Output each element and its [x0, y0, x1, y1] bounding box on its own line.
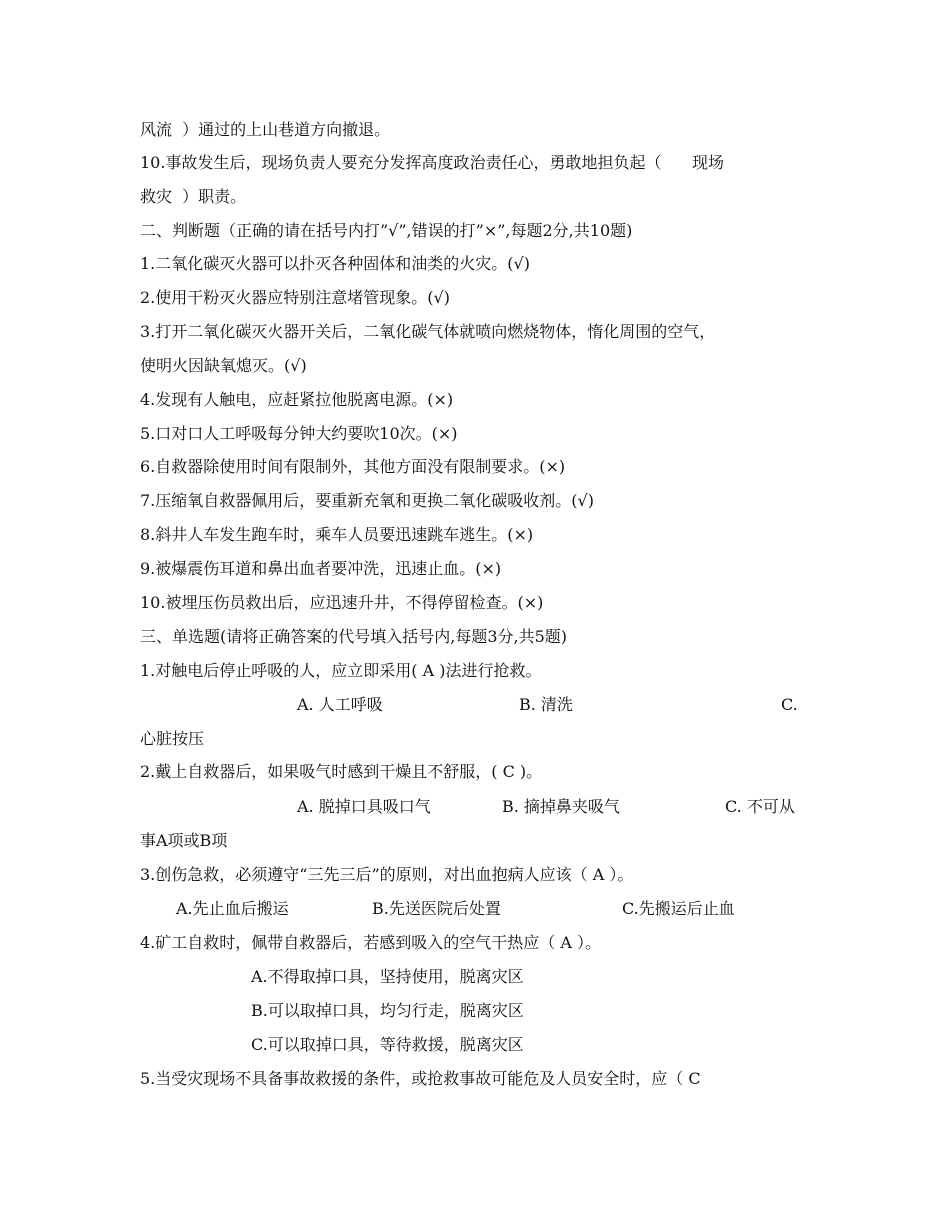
question-line: 10.被埋压伤员救出后，应迅速升井，不得停留检查。(×): [140, 593, 544, 612]
text-line: 10.事故发生后，现场负责人要充分发挥高度政治责任心，勇敢地担负起（ 现场: [140, 153, 724, 172]
question-line: 2.戴上自救器后，如果吸气时感到干燥且不舒服，( C )。: [140, 762, 543, 781]
question-line: 5.口对口人工呼吸每分钟大约要吹10次。(×): [140, 424, 458, 443]
question-line: 4.矿工自救时，佩带自救器后，若感到吸入的空气干热应（ A ）。: [140, 933, 601, 952]
question-line: 3.创伤急救，必须遵守“三先三后”的原则，对出血抱病人应该（ A ）。: [140, 865, 634, 884]
option-b: B.可以取掉口具，均匀行走，脱离灾区: [251, 1001, 524, 1020]
option-b: B. 清洗: [519, 695, 573, 714]
question-line: 1.对触电后停止呼吸的人，应立即采用( A )法进行抢救。: [140, 661, 542, 680]
section-heading: 二、判断题（正确的请在括号内打”√”,错误的打”×”,每题2分,共10题): [140, 221, 633, 240]
option-b: B. 摘掉鼻夹吸气: [502, 797, 620, 816]
option-c: C.先搬运后止血: [622, 899, 735, 918]
option-c-continued: 事A项或B项: [140, 831, 228, 850]
option-c: C.可以取掉口具，等待救援，脱离灾区: [251, 1035, 524, 1054]
option-a: A. 脱掉口具吸口气: [297, 797, 431, 816]
question-line: 2.使用干粉灭火器应特别注意堵管现象。(√): [140, 288, 450, 307]
option-a: A. 人工呼吸: [297, 695, 383, 714]
option-a: A.先止血后搬运: [176, 899, 289, 918]
option-b: B.先送医院后处置: [372, 899, 501, 918]
text-line: 风流 ）通过的上山巷道方向撤退。: [140, 120, 391, 139]
question-line: 8.斜井人车发生跑车时，乘车人员要迅速跳车逃生。(×): [140, 525, 534, 544]
question-line: 9.被爆震伤耳道和鼻出血者要冲洗，迅速止血。(×): [140, 559, 502, 578]
option-a: A.不得取掉口具，坚持使用，脱离灾区: [251, 967, 524, 986]
question-line: 3.打开二氧化碳灭火器开关后，二氧化碳气体就喷向燃烧物体，惰化周围的空气，: [140, 322, 716, 341]
question-line: 4.发现有人触电，应赶紧拉他脱离电源。(×): [140, 390, 454, 409]
question-line: 7.压缩氧自救器佩用后，要重新充氧和更换二氧化碳吸收剂。(√): [140, 491, 594, 510]
question-line: 1.二氧化碳灭火器可以扑灭各种固体和油类的火灾。(√): [140, 254, 530, 273]
option-c-continued: 心脏按压: [140, 729, 205, 748]
question-line: 使明火因缺氧熄灭。(√): [140, 356, 307, 375]
option-c: C. 不可从: [725, 797, 795, 816]
question-line: 6.自救器除使用时间有限制外，其他方面没有限制要求。(×): [140, 457, 566, 476]
text-line: 救灾 ）职责。: [140, 187, 247, 206]
section-heading: 三、单选题(请将正确答案的代号填入括号内,每题3分,共5题): [140, 627, 568, 646]
question-line: 5.当受灾现场不具备事故救援的条件，或抢救事故可能危及人员安全时，应（ C: [140, 1069, 701, 1088]
option-c: C.: [781, 695, 798, 714]
